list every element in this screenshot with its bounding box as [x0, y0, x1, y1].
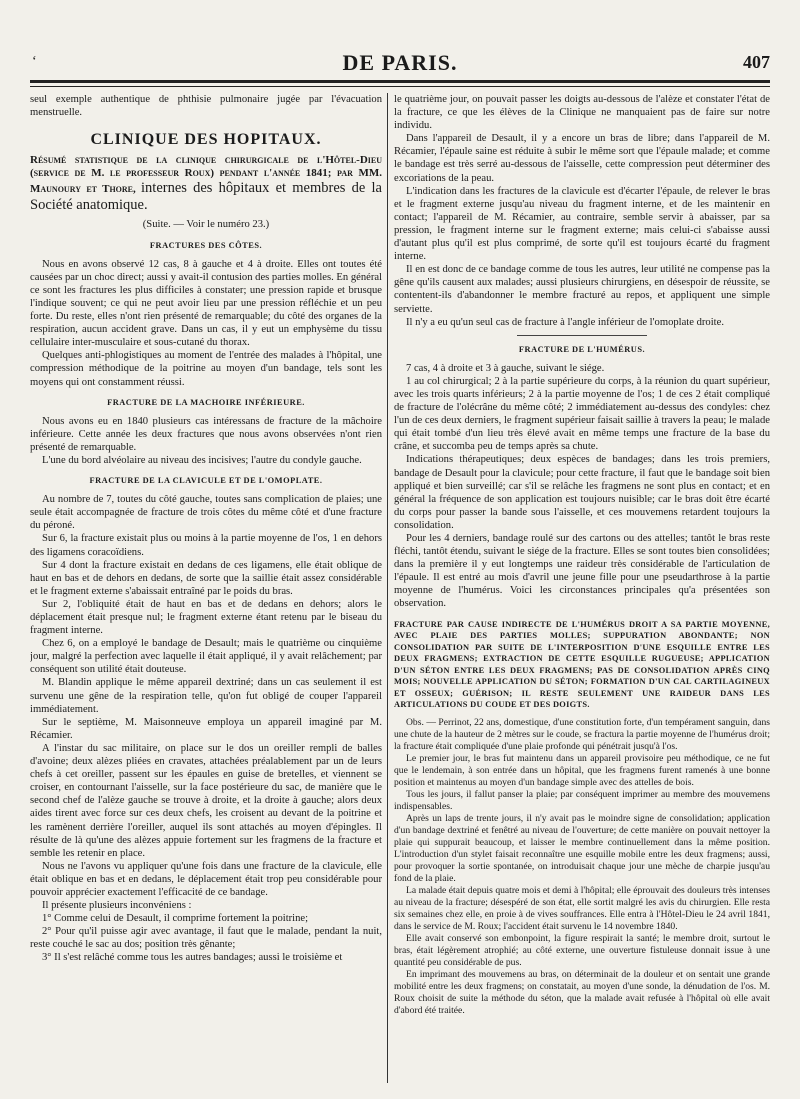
list-item: 3° Il s'est relâché comme tous les autres bandages; aussi le troisième et	[42, 952, 343, 964]
paragraph: Nous en avons observé 12 cas, 8 à gauche et 4 à droite. Elles ont toutes été causées par un choc direct; aussi y avait-il contusion des parties molles. En général ce sont les fractures les plus difficiles à constater; une pression rapide et brusque l'indique souvent; ce qui ne peut avoir lieu par une pression réfléchie et un peu forte. Du reste, elles n'ont rien présenté de remarquable; du côté des organes de la respiration, aucun accident grave. Dans un cas, il y eut un emphysème du tissu cellulaire inter-musculaire et sous-cutané du thorax.	[30, 258, 382, 349]
paragraph: Nous ne l'avons vu appliquer qu'une fois dans une fracture de la clavicule, elle était oblique en bas et en dedans, le déplacement était trop peu considérable pour pouvoir apprécier exactement l'efficacité de ce bandage.	[30, 860, 382, 898]
separator-line	[517, 335, 647, 336]
paragraph: Sur le septième, M. Maisonneuve employa un appareil imaginé par M. Récamier.	[30, 716, 382, 741]
observation-heading: FRACTURE PAR CAUSE INDIRECTE DE L'HUMÉRUS DROIT A SA PARTIE MOYENNE, AVEC PLAIE DES PARTIES MOLLES; SUPPURATION ABONDANTE; NON CONSOLIDATION PAR SUITE DE L'INTERPOSITION D'UNE ESQUILLE ENTRE LES DEUX FRAGMENS; EXTRACTION DE CETTE ESQUILLE RUGUEUSE; APPLICATION D'UN SÉTON ENTRE LES DEUX FRAGMENS; PAS DE CONSOLIDATION APRÈS CINQ MOIS; NOUVELLE APPLICATION DU SÉTON; FORMATION D'UN CAL CARTILAGINEUX ET OSSEUX; GUÉRISON; IL RESTE SEULEMENT UNE RAIDEUR DANS LES ARTICULATIONS DU COUDE ET DES DOIGTS.	[394, 619, 770, 710]
list-item: 1° Comme celui de Desault, il comprime fortement la poitrine;	[42, 913, 309, 925]
right-column	[394, 93, 770, 1083]
paragraph: A l'instar du sac militaire, on place sur le dos un oreiller rempli de balles d'avoine; deux alèzes pliées en cravates, attachées préalablement par un de leurs chefs à cet oreiller, passent sur les épaules en guise de bretelles, et viennent se croiser, en contournant l'aisselle, sur la face postérieure du sac, de manière que le second chef de l'alèze gauche se trouve à droite, et la droite à gauche; alors deux aides tirent avec force sur ces deux chefs, les croisent au devant de la poitrine et les ramènent derrière l'oreiller, auquel ils sont attachés au moyen d'épingles. Il résulte de là qu'une des alèzes appuie fortement sur les fragmens de la fracture et semble les retenir en place.	[30, 742, 382, 859]
article-summary	[30, 154, 382, 214]
paragraph: Tous les jours, il fallut panser la plaie; par conséquent imprimer au membre des mouvemens indispensables.	[394, 788, 770, 812]
paragraph: Il n'y a eu qu'un seul cas de fracture à l'angle inférieur de l'omoplate droite.	[406, 316, 724, 328]
continued-paragraph: le quatrième jour, on pouvait passer les doigts au-dessous de l'alèze et constater l'état de la fracture, ce que les élèves de la Clinique ne manquaient pas de faire sur notre individu.	[394, 94, 770, 132]
column-divider	[387, 93, 388, 1083]
paragraph: La malade était depuis quatre mois et demi à l'hôpital; elle éprouvait des douleurs très intenses au niveau de la fracture; désespéré de son état, elle sortit malgré les avis du chirurgien. Elle resta six semaines chez elle, en proie à de vives souffrances. Elle entra à l'Hôtel-Dieu le 24 avril 1841, dans le service de M. Roux; l'accident était survenu le 14 novembre 1840.	[394, 884, 770, 932]
header-rule-thin	[30, 86, 770, 87]
paragraph: Sur 6, la fracture existait plus ou moins à la partie moyenne de l'os, 1 en dehors des ligamens coracoïdiens.	[30, 533, 382, 558]
running-title: DE PARIS.	[342, 50, 458, 75]
paragraph: Il présente plusieurs inconvéniens :	[42, 900, 192, 912]
subheading-clavicule: FRACTURE DE LA CLAVICULE ET DE L'OMOPLATE.	[89, 476, 323, 486]
paragraph: Indications thérapeutiques; deux espèces de bandages; dans les trois premiers, bandage de Desault pour la clavicule; pour cette fracture, il faut que le bandage soit bien appliqué et bien surveillé; car s'il se relâche les fragmens ne sont plus en contact; et en général la fréquence de son application est toujours nuisible; car le bras doit être écarté du corps pour passer la bande sous l'aisselle, et ces mouvemens retardent toujours la consolidation.	[394, 454, 770, 531]
subheading-cotes: FRACTURES DES CÔTES.	[149, 240, 263, 250]
observation-body	[394, 717, 770, 1017]
paragraph: Sur 2, l'obliquité était de haut en bas et de dedans en dehors; alors le déplacement était presque nul; le fragment externe étant retenu par le biseau du fragment interne.	[30, 598, 382, 637]
list-item: 2° Pour qu'il puisse agir avec avantage, il faut que le malade, pendant la nuit, reste couché le sac au dos; position très gênante;	[30, 926, 382, 951]
paragraph: Elle avait conservé son embonpoint, la figure respirait la santé; le membre droit, surtout le bras, était légèrement atrophié; au côté externe, une ouverture fistuleuse donnait issue à une quantité peu considérable de pus.	[394, 932, 770, 968]
paragraph: L'une du bord alvéolaire au niveau des incisives; l'autre du condyle gauche.	[42, 454, 362, 466]
continued-paragraph: seul exemple authentique de phthisie pulmonaire jugée par l'évacuation menstruelle.	[30, 94, 382, 119]
page-header	[30, 50, 770, 80]
left-column	[30, 93, 382, 1083]
paragraph: Pour les 4 derniers, bandage roulé sur des cartons ou des attelles; tantôt le bras reste fléchi, tantôt étendu, suivant le siége de la fracture. Elles se sont toutes bien consolidées; dans la première il y eut longtemps une raideur très considérable de l'articulation de l'épaule. Il est entré au mois d'avril une jeune fille pour une pseudarthrose à la partie moyenne de l'humérus. Voici les circonstances principales qu'a présentées son observation.	[394, 533, 770, 610]
paragraph: Chez 6, on a employé le bandage de Desault; mais le quatrième ou cinquième jour, malgré la perfection avec laquelle il était appliqué, il y avait relâchement; par conséquent son utilité était douteuse.	[30, 638, 382, 676]
section-title: CLINIQUE DES HOPITAUX.	[90, 131, 322, 149]
summary-authors: internes des hôpitaux et membres de la Société anatomique.	[30, 180, 382, 214]
header-mark: ʻ	[32, 54, 37, 69]
paragraph: Sur 4 dont la fracture existait en dedans de ces ligamens, elle était oblique de haut en bas et de dehors en dedans, de sorte que la saillie était assez considérable et le fragment externe s'abaissait entraîné par le poids du bras.	[30, 559, 382, 597]
paragraph: 7 cas, 4 à droite et 3 à gauche, suivant le siége.	[406, 362, 605, 374]
paragraph: M. Blandin applique le même appareil dextriné; dans un cas seulement il est survenu une gêne de la respiration telle, qu'on fut obligé de couper l'appareil immédiatement.	[30, 677, 382, 715]
page-number: 407	[743, 52, 770, 72]
header-rule-thick	[30, 80, 770, 83]
paragraph: Après un laps de trente jours, il n'y avait pas le moindre signe de consolidation; application d'un bandage dextriné et fenêtré au niveau de l'ouverture; de cette manière on pouvait nettoyer la plaie qui suppurait beaucoup, et laisser le membre continuellement dans la même position. L'introduction d'un stylet faisait reconnaître une esquille mobile entre les deux fragmens; aussi, pour provoquer la sortie spontanée, on introduisait chaque jour une mèche de charpie jusqu'au fond de la plaie.	[394, 812, 770, 884]
paragraph: Au nombre de 7, toutes du côté gauche, toutes sans complication de plaies; une seule était accompagnée de fracture de trois côtes du même côté et d'une fracture du péroné.	[30, 494, 382, 532]
summary-line: Résumé statistique de la clinique chirurgicale de l'Hôtel-Dieu (service de M. le professeur Roux) pendant l'année 1841; par MM. Maunoury et Thore,	[30, 154, 382, 196]
paragraph: L'indication dans les fractures de la clavicule est d'écarter l'épaule, de relever le bras et le fragment externe jusqu'au niveau du fragment interne, et de les maintenir en contact; l'appareil de M. Récamier, au contraire, semble servir à abaisser, par sa pression, le fragment interne sur le fragment externe; mais celui-ci s'abaisse aussi d'autant plus qu'il est plus comprimé, de sorte qu'il est toujours écarté du fragment interne.	[394, 185, 770, 263]
subheading-humerus: FRACTURE DE L'HUMÉRUS.	[518, 344, 646, 354]
continuation-note: (Suite. — Voir le numéro 23.)	[142, 219, 270, 231]
paragraph: Quelques anti-phlogistiques au moment de l'entrée des malades à l'hôpital, une compression méthodique de la poitrine au moyen d'un bandage, tels sont les moyens qui ont constamment réussi.	[30, 350, 382, 388]
subheading-machoire: FRACTURE DE LA MACHOIRE INFÉRIEURE.	[107, 397, 305, 407]
paragraph: Il en est donc de ce bandage comme de tous les autres, leur utilité ne compense pas la gêne qu'ils causent aux malades; aussi plusieurs chirurgiens, en désespoir de réussite, se contentent-ils d'abandonner le membre fracturé au repos, et appliquent une simple serviette.	[394, 264, 770, 315]
paragraph: 1 au col chirurgical; 2 à la partie supérieure du corps, à la réunion du quart supérieur, avec les trois quarts inférieurs; 2 à la partie moyenne de l'os; 1 de ces 2 était compliqué de fracture de l'olécrâne du même côté; 2 immédiatement au-dessus des condyles: chez l'un de ces deux derniers, le fragment supérieur faisait saillie à travers la peau; le malade qui était tombé d'un lieu très élevé avait en même temps une fracture de la base du crâne, et succomba peu de temps après sa chute.	[394, 375, 770, 453]
paragraph: Obs. — Perrinot, 22 ans, domestique, d'une constitution forte, d'un tempérament sanguin, dans une chute de la hauteur de 2 mètres sur le coude, se fractura la partie moyenne de l'humérus droit; la fracture était compliquée d'une plaie profonde qui pénétrait jusqu'à l'os.	[394, 716, 770, 752]
paragraph: Nous avons eu en 1840 plusieurs cas intéressans de fracture de la mâchoire inférieure. Cette année les deux fractures que nous avons observées n'ont rien présenté de remarquable.	[30, 415, 382, 453]
paragraph: En imprimant des mouvemens au bras, on déterminait de la douleur et on sentait une grande mobilité entre les deux fragmens; on constatait, au moyen d'une sonde, la dénudation de l'os. M. Roux choisit de suite la méthode du séton, que la malade avait refusée à l'hôpital où elle avait d'abord été traitée.	[394, 968, 770, 1016]
paragraph: Le premier jour, le bras fut maintenu dans un appareil provisoire peu méthodique, ce ne fut que le lendemain, à son entrée dans un hôpital, que les fragmens furent ramenés à une bonne position et maintenus au moyen d'un bandage simple avec des attelles de bois.	[394, 752, 770, 788]
paragraph: Dans l'appareil de Desault, il y a encore un bras de libre; dans l'appareil de M. Récamier, l'épaule saine est réduite à subir le même sort que l'épaule malade; et comme le bandage est très serré au-dessous de l'aisselle, cette compression peut déterminer des excoriations de la peau.	[394, 133, 770, 184]
